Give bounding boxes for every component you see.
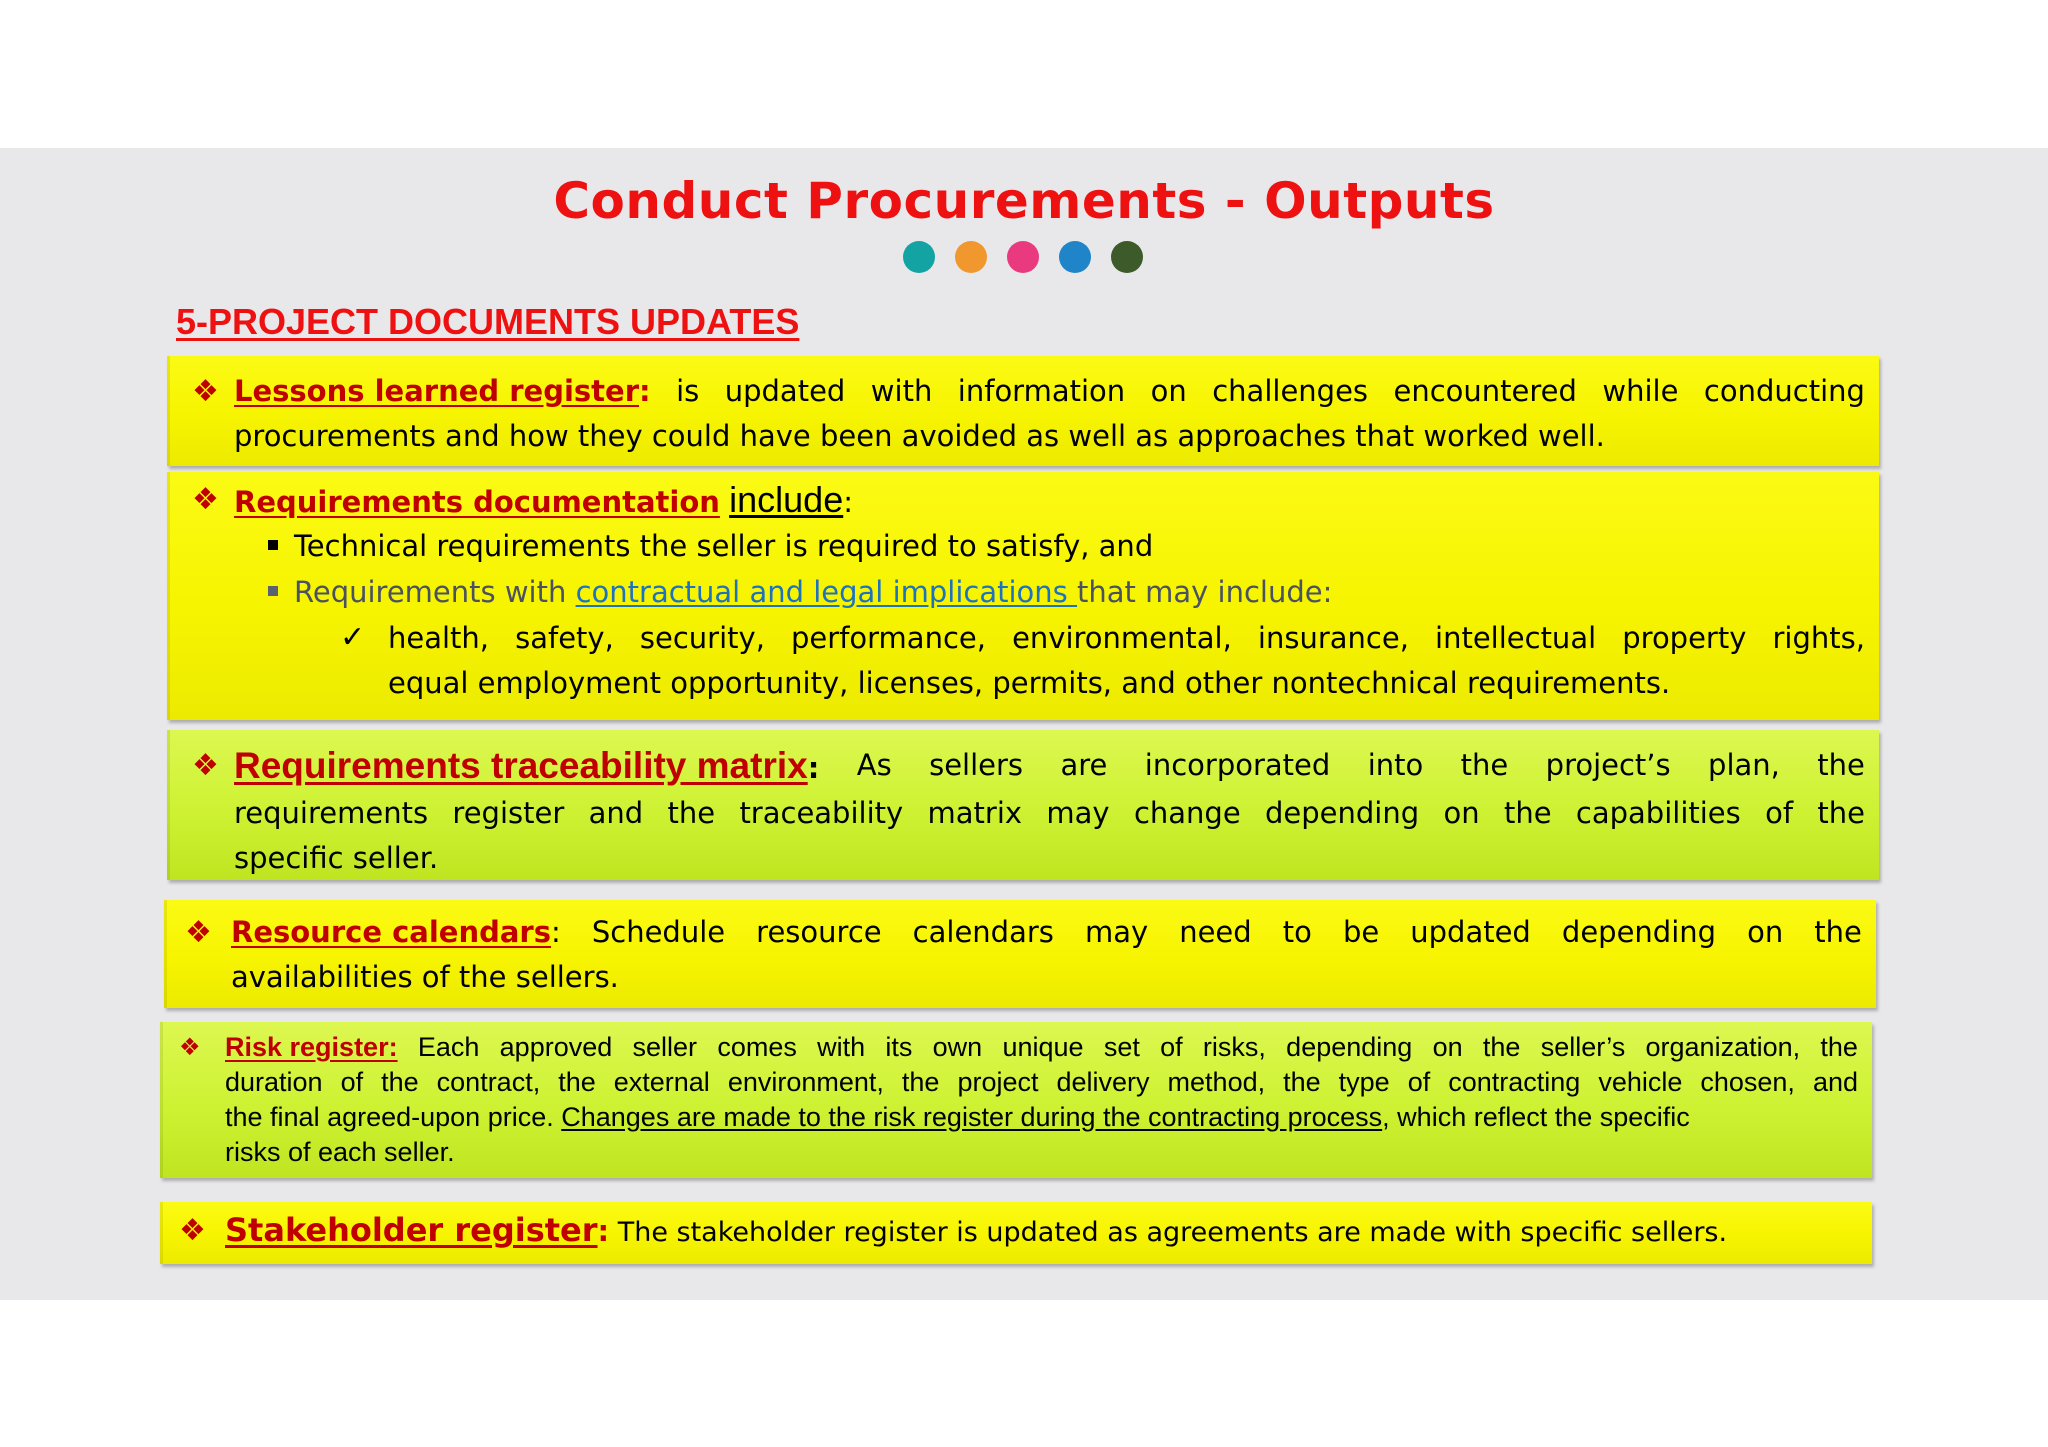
word: calendars: [912, 915, 1054, 949]
resource-line-2: availabilities of the sellers.: [231, 960, 619, 994]
word: on: [1443, 796, 1480, 830]
word: safety,: [515, 621, 614, 655]
diamond-bullet-icon: ❖: [179, 1213, 206, 1248]
word: depending: [1286, 1032, 1413, 1062]
word: conducting: [1703, 374, 1865, 408]
word: plan,: [1708, 748, 1780, 782]
word: the: [1814, 915, 1862, 949]
section-heading: 5-PROJECT DOCUMENTS UPDATES: [176, 301, 800, 342]
word: property: [1622, 621, 1747, 655]
word: and: [588, 796, 644, 830]
word: comes: [717, 1032, 797, 1062]
word: are: [1060, 748, 1108, 782]
word: traceability: [739, 796, 904, 830]
word: requirements: [234, 796, 429, 830]
word: duration: [225, 1067, 323, 1097]
word: organization,: [1645, 1032, 1801, 1062]
word: Schedule: [591, 915, 726, 949]
word: the: [1482, 1032, 1521, 1062]
risk-line-4: risks of each seller.: [225, 1137, 455, 1167]
word: vehicle: [1598, 1067, 1683, 1097]
word: security,: [639, 621, 765, 655]
risk-line-3: the final agreed-upon price. Changes are made to the risk register during the contracting process, which reflect the specific: [225, 1102, 1690, 1132]
word: performance,: [791, 621, 986, 655]
resource-calendars-box: [164, 900, 1876, 1008]
word: the: [1817, 748, 1865, 782]
checkmark-icon: ✓: [340, 620, 366, 655]
word: of: [340, 1067, 364, 1097]
traceability-line-3: specific seller.: [234, 841, 439, 875]
word: its: [885, 1032, 913, 1062]
traceability-matrix-box: [167, 730, 1879, 880]
word: of: [1407, 1067, 1431, 1097]
decorative-dots: [903, 241, 1143, 273]
square-bullet-icon: [268, 586, 278, 596]
slide: [0, 148, 2048, 1300]
resource-line-1: Resource calendars: Schedule resource calendars may need to be updated depending on the: [231, 910, 1862, 955]
check-line-2: equal employment opportunity, licenses, permits, and other nontechnical requirements.: [388, 666, 1671, 700]
word: type: [1338, 1067, 1390, 1097]
word: of: [1160, 1032, 1183, 1062]
word: health,: [388, 621, 490, 655]
word: on: [1432, 1032, 1463, 1062]
word: the: [1817, 796, 1865, 830]
risk-key: Risk register:: [225, 1032, 398, 1062]
word: contracting: [1448, 1067, 1581, 1097]
word: the: [1460, 748, 1509, 782]
word: delivery: [1056, 1067, 1150, 1097]
word: approved: [499, 1032, 613, 1062]
word: seller: [632, 1032, 698, 1062]
dot-orange: [955, 241, 987, 273]
word: set: [1103, 1032, 1140, 1062]
word: need: [1179, 915, 1252, 949]
requirements-doc-heading: Requirements documentation include:: [234, 479, 854, 520]
word: project: [957, 1067, 1039, 1097]
word: the: [901, 1067, 940, 1097]
traceability-line-1: Requirements traceability matrix: As sellers are incorporated into the project’s plan, the: [234, 743, 1865, 791]
word: matrix: [927, 796, 1023, 830]
requirements-documentation-box: [167, 472, 1879, 720]
word: the: [381, 1067, 419, 1097]
risk-underlined-phrase: Changes are made to the risk register during the contracting process: [561, 1102, 1383, 1132]
word: depending: [1561, 915, 1717, 949]
requirements-sub-item-1: Technical requirements the seller is required to satisfy, and: [268, 524, 1153, 569]
word: may: [1084, 915, 1149, 949]
word: external: [613, 1067, 710, 1097]
word: chosen,: [1700, 1067, 1795, 1097]
word: to: [1282, 915, 1312, 949]
check-line-1: [388, 616, 1865, 661]
diamond-bullet-icon: ❖: [192, 748, 219, 783]
square-bullet-icon: [268, 540, 278, 550]
word: rights,: [1772, 621, 1865, 655]
word: risks,: [1202, 1032, 1266, 1062]
word: Each: [417, 1032, 480, 1062]
word: method,: [1167, 1067, 1266, 1097]
requirements-sub-item-2: Requirements with contractual and legal implications that may include:: [268, 570, 1332, 615]
word: with: [870, 374, 933, 408]
word: the: [1820, 1032, 1858, 1062]
word: into: [1367, 748, 1424, 782]
stakeholder-register-box: [160, 1202, 1872, 1264]
word: depending: [1265, 796, 1420, 830]
word: register: [452, 796, 565, 830]
word: with: [817, 1032, 866, 1062]
word: may: [1046, 796, 1110, 830]
word: while: [1602, 374, 1679, 408]
dot-dark-green: [1111, 241, 1143, 273]
word: updated: [1410, 915, 1531, 949]
word: resource: [756, 915, 882, 949]
word: insurance,: [1257, 621, 1409, 655]
word: change: [1133, 796, 1241, 830]
word: unique: [1002, 1032, 1084, 1062]
lessons-key: Lessons learned register: [234, 374, 640, 408]
slide-title: Conduct Procurements - Outputs: [553, 172, 1495, 230]
word: capabilities: [1575, 796, 1741, 830]
word: is: [676, 374, 700, 408]
word: project’s: [1545, 748, 1671, 782]
word: As: [856, 748, 892, 782]
word: environmental,: [1012, 621, 1232, 655]
dot-teal: [903, 241, 935, 273]
dot-blue: [1059, 241, 1091, 273]
requirements-doc-key: Requirements documentation: [234, 485, 720, 519]
word: of: [1765, 796, 1794, 830]
word: the: [558, 1067, 596, 1097]
word: challenges: [1212, 374, 1369, 408]
word: the: [1283, 1067, 1321, 1097]
include-word: include: [729, 479, 844, 520]
lessons-line-1: Lessons learned register: is updated with information on challenges encountered while conducting: [234, 369, 1865, 414]
risk-register-box: [160, 1022, 1872, 1178]
traceability-key: Requirements traceability matrix: [234, 745, 808, 786]
diamond-bullet-icon: ❖: [179, 1033, 201, 1061]
contractual-legal-link[interactable]: contractual and legal implications: [575, 575, 1078, 609]
resource-key: Resource calendars: [231, 915, 551, 949]
word: the: [667, 796, 716, 830]
word: own: [932, 1032, 983, 1062]
traceability-line-2: [234, 791, 1865, 836]
diamond-bullet-icon: ❖: [192, 482, 219, 517]
stakeholder-key: Stakeholder register: [225, 1211, 598, 1249]
word: sellers: [929, 748, 1024, 782]
word: on: [1747, 915, 1784, 949]
word: contract,: [436, 1067, 541, 1097]
word: and: [1812, 1067, 1858, 1097]
stakeholder-line: Stakeholder register: The stakeholder register is updated as agreements are made with specific sellers.: [225, 1211, 1728, 1249]
word: encountered: [1393, 374, 1577, 408]
word: information: [957, 374, 1126, 408]
word: be: [1342, 915, 1380, 949]
risk-line-2: [225, 1065, 1858, 1100]
word: seller’s: [1540, 1032, 1626, 1062]
risk-line-1: [225, 1030, 1858, 1065]
word: environment,: [727, 1067, 884, 1097]
lessons-line-2: procurements and how they could have been avoided as well as approaches that worked well.: [234, 419, 1605, 453]
word: incorporated: [1144, 748, 1331, 782]
diamond-bullet-icon: ❖: [192, 374, 219, 409]
dot-pink: [1007, 241, 1039, 273]
word: the: [1503, 796, 1552, 830]
diamond-bullet-icon: ❖: [185, 915, 212, 950]
word: intellectual: [1435, 621, 1597, 655]
word: updated: [724, 374, 846, 408]
word: on: [1150, 374, 1187, 408]
lessons-learned-box: [167, 356, 1879, 466]
